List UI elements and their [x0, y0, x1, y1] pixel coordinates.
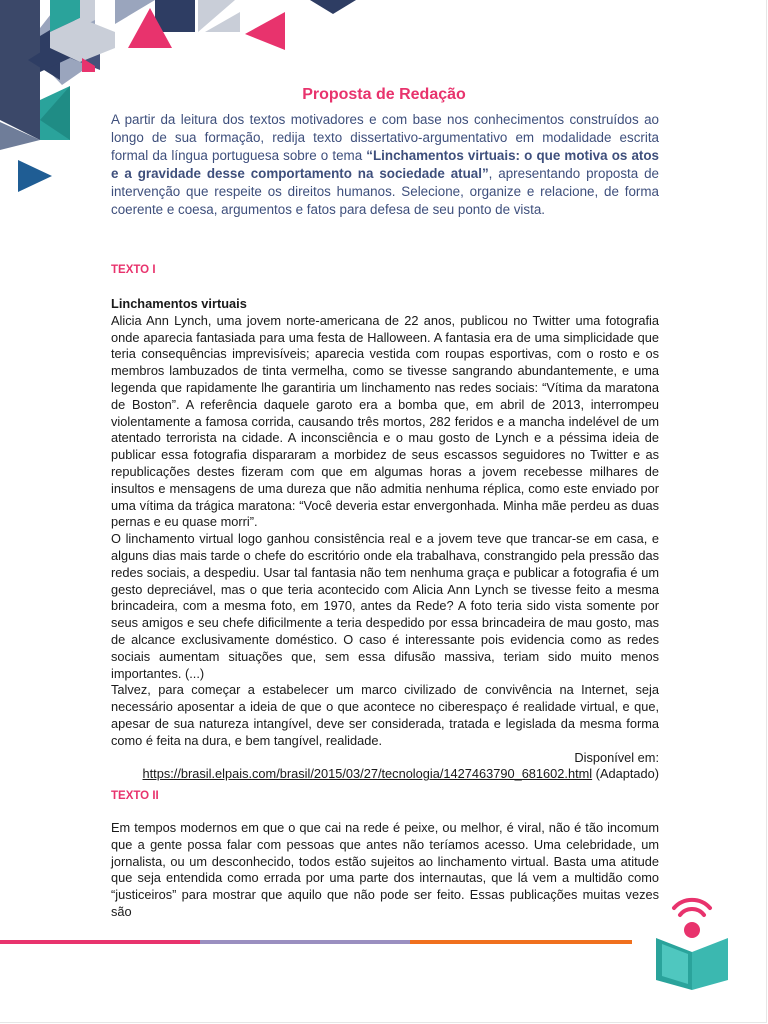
texto-1-paragraph-3: Talvez, para começar a estabelecer um marco civilizado de convivência na Internet, seja necessário aposentar a ideia de que o que acontece no ciberespaço é realidade virtual, e que, apesar de sua natureza intangível, deve ser considerada, tratada e legislada da mesma forma como é feita na dura, e bem tangível, realidade. [111, 682, 659, 748]
essay-theme: “Linchamentos virtuais: o que motiva os atos e a gravidade desse comportamento na sociedade atual” [111, 147, 660, 181]
texto-1-body [111, 296, 659, 783]
texto-2-body [111, 820, 659, 921]
instructions-text-before: A partir da leitura dos textos motivadores e com base nos conhecimentos construídos ao longo de sua formação, redija texto dissertativo-argumentativo em modalidade escrita formal da língua portuguesa sobre o tema [111, 112, 659, 163]
source-citation [111, 766, 659, 783]
texto-1-paragraph-1: Alicia Ann Lynch, uma jovem norte-americana de 22 anos, publicou no Twitter uma fotografia onde aparecia fantasiada para uma festa de Halloween. A fantasia era de uma simplicidade que teria consequências imprevisíveis; aparecia vestida com roupas esportivas, com o rosto e os membros lambuzados de tinta vermelha, como se tivesse sangrando abundantemente, e uma legenda que rapidamente lhe garantiria um linchamento nas redes sociais: “Vítima da maratona de Boston”. A referência daquele garoto era a bomba que, em abril de 2013, interrompeu violentamente a famosa corrida, causando três mortos, 282 feridos e a mancha indelével de um atentado terrorista na cidade. A inconsciência e o mau gosto de Lynch e a péssima ideia de publicar essa fotografia dispararam a morbidez de seus escassos seguidores no Twitter e as republicações destes fizeram com que em algumas horas a jovem recebesse milhares de insultos e mensagens de uma dureza que não admitia nenhuma réplica, como este enviado por uma vítima da trágica maratona: “Você deveria estar envergonhada. Minha mãe perdeu as duas pernas e eu quase morri”. [111, 312, 659, 530]
footer-divider [0, 940, 640, 946]
texto-2-paragraph: Em tempos modernos em que o que cai na rede é peixe, ou melhor, é viral, não é tão incomum que a gente possa falar com pessoas que antes não teríamos acesso. Uma celebridade, um jornalista, ou um desconhecido, todos estão sujeitos ao linchamento virtual. Basta uma atitude que seja entendida como errada por uma parte dos internautas, que lá vem a multidão como “justiceiros” para mostrar que aquilo que não pode ser feito. Essas publicações muitas vezes são [111, 820, 659, 919]
texto-1-paragraph-2: O linchamento virtual logo ganhou consistência real e a jovem teve que trancar-se em casa, e alguns dias mais tarde o chefe do escritório onde ela trabalhava, constrangido pela pressão das redes sociais, a despediu. Usar tal fantasia não tem nenhuma graça e publicar a fotografia é um gesto depreciável, mas o que teria acontecido com Alicia Ann Lynch se tivesse feito a mesma brincadeira, com a mesma foto, em 1970, antes da Rede? A foto teria sido vista somente por seus amigos e seu chefe dificilmente a teria despedido por essa brincadeira de mau gosto, mas de alcance exclusivamente doméstico. O caso é interessante pois evidencia como as redes sociais aumentam situações que, sem essa difusão massiva, teriam sido muito menos importantes. (...) [111, 531, 659, 681]
instructions-text-after: , apresentando proposta de intervenção que respeite os direitos humanos. Selecione, organize e relacione, de forma coerente e coesa, argumentos e fatos para defesa de seu ponto de vista. [111, 165, 659, 217]
book-reader-signal-logo [652, 894, 732, 994]
article-title: Linchamentos virtuais [111, 296, 247, 311]
source-note: (Adaptado) [592, 766, 659, 782]
source-link[interactable]: https://brasil.elpais.com/brasil/2015/03/27/tecnologia/1427463790_681602.html [142, 766, 593, 782]
page-title: Proposta de Redação [302, 86, 466, 103]
texto-1-label: TEXTO I [111, 264, 156, 276]
texto-2-label: TEXTO II [111, 790, 159, 802]
instructions-paragraph [111, 111, 659, 218]
source-label: Disponível em: [574, 749, 659, 765]
